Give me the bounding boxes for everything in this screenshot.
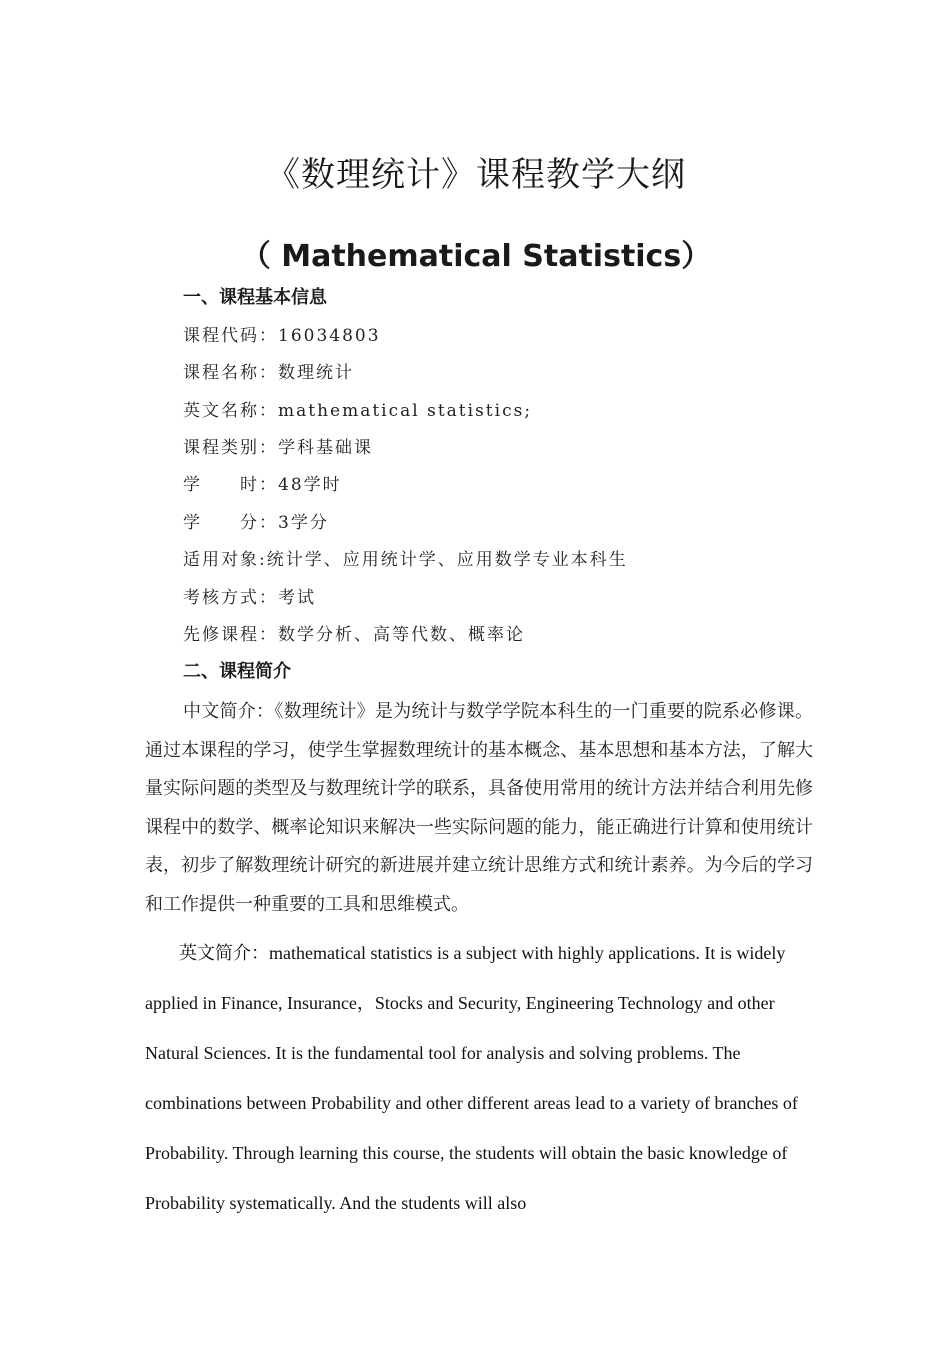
field-english-name: 英文名称：mathematical statistics; (183, 401, 533, 421)
field-course-code: 课程代码：16034803 (183, 326, 381, 346)
field-hours: 学 时：48学时 (183, 475, 342, 495)
chinese-introduction (145, 693, 813, 924)
section-heading-course-intro: 二、课程简介 (183, 661, 291, 682)
english-introduction-text: 英文简介：mathematical statistics is a subject with highly applications. It is widely applied in Finance, Insurance，Stocks and Security, Engineering Technology and other Natural Sciences. It is the fundamental tool for analysis and solving problems. The combinations between Probability and other different areas lead to a variety of branches of Probability. Through learning this course, the students will obtain the basic knowledge of Probability systematically. And the students will also (145, 943, 798, 1213)
field-assessment: 考核方式：考试 (183, 588, 316, 608)
field-audience: 适用对象:统计学、应用统计学、应用数学专业本科生 (183, 550, 628, 570)
field-prerequisites: 先修课程：数学分析、高等代数、概率论 (183, 625, 525, 645)
section-heading-basic-info: 一、课程基本信息 (183, 287, 327, 308)
chinese-introduction-text: 中文简介：《数理统计》是为统计与数学学院本科生的一门重要的院系必修课。通过本课程的学习，使学生掌握数理统计的基本概念、基本思想和基本方法，了解大量实际问题的类型及与数理统计学的联系，具备使用常用的统计方法并结合利用先修课程中的数学、概率论知识来解决一些实际问题的能力，能正确进行计算和使用统计表，初步了解数理统计研究的新进展并建立统计思维方式和统计素养。为今后的学习和工作提供一种重要的工具和思维模式。 (145, 701, 813, 915)
field-course-category: 课程类别：学科基础课 (183, 438, 373, 458)
english-introduction (145, 928, 817, 1228)
field-course-name: 课程名称：数理统计 (183, 363, 354, 383)
document-title: 《数理统计》课程教学大纲 (266, 155, 686, 195)
field-credits: 学 分：3学分 (183, 513, 329, 533)
document-subtitle-english: （ Mathematical Statistics） (240, 239, 712, 274)
